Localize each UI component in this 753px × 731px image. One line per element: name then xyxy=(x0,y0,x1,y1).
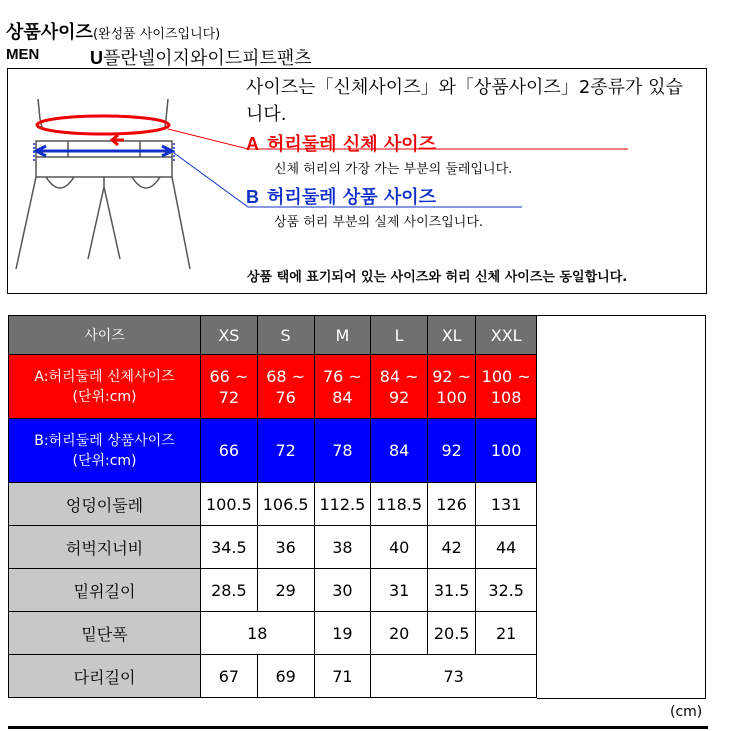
header-size: L xyxy=(371,316,428,355)
row-label: 다리길이 xyxy=(9,655,201,698)
row-label: 엉덩이둘레 xyxy=(9,483,201,526)
page-subtitle: (완성품 사이즈입니다) xyxy=(92,27,221,42)
table-cell: 72 xyxy=(257,419,314,483)
header-size: XXL xyxy=(476,316,537,355)
table-cell: 92 xyxy=(428,419,476,483)
table-cell: 69 xyxy=(257,655,314,698)
header-size: M xyxy=(314,316,371,355)
header-size: XL xyxy=(428,316,476,355)
table-cell: 28.5 xyxy=(201,569,258,612)
header-size-label: 사이즈 xyxy=(9,316,201,355)
table-cell: 18 xyxy=(201,612,315,655)
table-header-row xyxy=(9,316,537,355)
table-cell: 40 xyxy=(371,526,428,569)
product-name: U플란넬이지와이드피트팬츠 xyxy=(90,48,312,69)
table-cell: 71 xyxy=(314,655,371,698)
table-cell: 126 xyxy=(428,483,476,526)
table-cell: 67 xyxy=(201,655,258,698)
table-cell: 20 xyxy=(371,612,428,655)
table-cell: 92 ~ 100 xyxy=(428,355,476,419)
header-size: XS xyxy=(201,316,258,355)
page-title: 상품사이즈(완성품 사이즈입니다) xyxy=(6,22,221,43)
table-cell: 30 xyxy=(314,569,371,612)
table-cell: 100.5 xyxy=(201,483,258,526)
row-label: 허벅지너비 xyxy=(9,526,201,569)
table-cell: 78 xyxy=(314,419,371,483)
table-row-rise xyxy=(9,569,537,612)
table-cell: 44 xyxy=(476,526,537,569)
row-label: 밑단폭 xyxy=(9,612,201,655)
table-cell: 38 xyxy=(314,526,371,569)
label-b: B 허리둘레 상품 사이즈 xyxy=(246,187,437,208)
explanation-intro: 사이즈는「신체사이즈」와「상품사이즈」2종류가 있습니다. xyxy=(246,77,683,125)
table-row-hem xyxy=(9,612,537,655)
table-cell: 100 ~ 108 xyxy=(476,355,537,419)
table-cell: 66 ~ 72 xyxy=(201,355,258,419)
row-label: B:허리둘레 상품사이즈 (단위:cm) xyxy=(9,419,201,483)
table-cell: 118.5 xyxy=(371,483,428,526)
table-cell: 73 xyxy=(371,655,537,698)
table-cell: 68 ~ 76 xyxy=(257,355,314,419)
waist-body-ellipse xyxy=(37,116,169,134)
header-size: S xyxy=(257,316,314,355)
divider xyxy=(8,726,708,729)
label-a-desc: 신체 허리의 가장 가는 부분의 둘레입니다. xyxy=(274,162,513,177)
table-row-body-waist xyxy=(9,355,537,419)
size-note: 상품 택에 표기되어 있는 사이즈와 허리 신체 사이즈는 동일합니다. xyxy=(247,270,628,285)
table-cell: 106.5 xyxy=(257,483,314,526)
table-row-hip xyxy=(9,483,537,526)
row-label: 밑위길이 xyxy=(9,569,201,612)
table-cell: 34.5 xyxy=(201,526,258,569)
unit-label: (cm) xyxy=(670,704,703,720)
table-cell: 131 xyxy=(476,483,537,526)
label-a: A 허리둘레 신체 사이즈 xyxy=(246,134,437,155)
table-cell: 100 xyxy=(476,419,537,483)
table-cell: 112.5 xyxy=(314,483,371,526)
table-cell: 19 xyxy=(314,612,371,655)
label-b-desc: 상품 허리 부분의 실제 사이즈입니다. xyxy=(274,215,484,230)
table-cell: 42 xyxy=(428,526,476,569)
row-label: A:허리둘레 신체사이즈 (단위:cm) xyxy=(9,355,201,419)
table-cell: 84 xyxy=(371,419,428,483)
table-row-inseam xyxy=(9,655,537,698)
table-cell: 29 xyxy=(257,569,314,612)
table-cell: 36 xyxy=(257,526,314,569)
table-row-product-waist xyxy=(9,419,537,483)
gender-label: MEN xyxy=(6,46,40,63)
table-frame xyxy=(537,315,706,699)
table-row-thigh xyxy=(9,526,537,569)
table-cell: 84 ~ 92 xyxy=(371,355,428,419)
table-cell: 66 xyxy=(201,419,258,483)
table-cell: 76 ~ 84 xyxy=(314,355,371,419)
table-cell: 20.5 xyxy=(428,612,476,655)
size-table xyxy=(8,315,537,698)
table-cell: 32.5 xyxy=(476,569,537,612)
table-cell: 21 xyxy=(476,612,537,655)
table-cell: 31 xyxy=(371,569,428,612)
table-cell: 31.5 xyxy=(428,569,476,612)
